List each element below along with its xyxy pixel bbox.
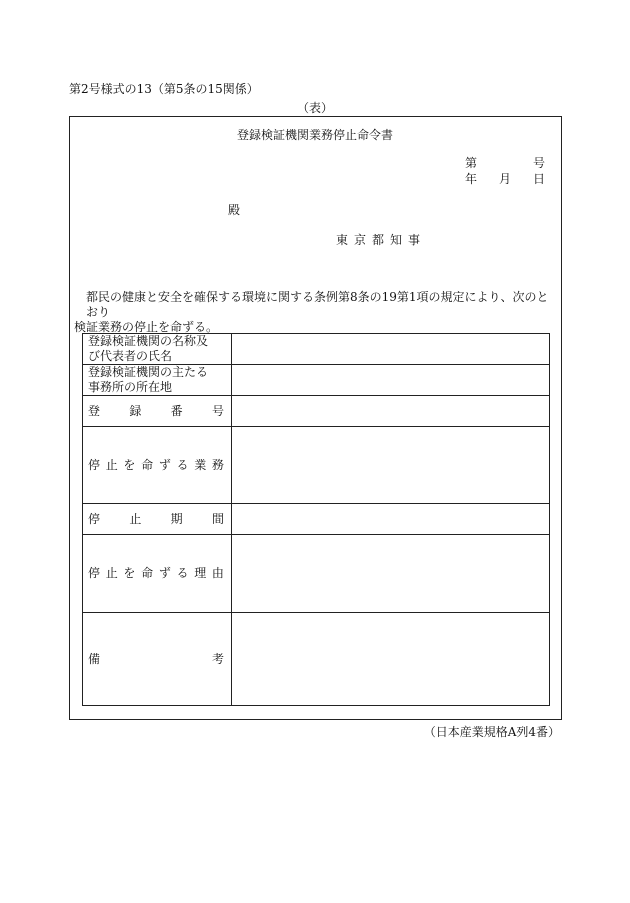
label-char: 命 — [141, 566, 154, 580]
label-char: 止 — [105, 566, 118, 580]
label-char: 考 — [211, 651, 224, 666]
label-registration-number — [83, 396, 232, 427]
side-label: （表） — [296, 101, 333, 115]
value-suspension-reason[interactable] — [232, 535, 550, 613]
value-office-address[interactable] — [232, 365, 550, 396]
table-row — [83, 396, 550, 427]
value-remarks[interactable] — [232, 613, 550, 706]
number-prefix: 第 — [465, 156, 478, 170]
date-year: 年 — [465, 172, 478, 186]
label-char: 間 — [211, 511, 224, 526]
label-char: を — [123, 566, 136, 580]
issue-date — [465, 170, 545, 187]
label-char: る — [176, 457, 189, 472]
label-char: 号 — [211, 403, 224, 418]
label-char: を — [123, 457, 136, 472]
label-suspension-reason — [83, 535, 232, 613]
table-row — [83, 427, 550, 504]
table-row — [83, 504, 550, 535]
label-char: ず — [158, 566, 171, 580]
label-suspension-period — [83, 504, 232, 535]
label-char: 務 — [211, 457, 224, 472]
paper-size-note: （日本産業規格A列4番） — [423, 725, 560, 739]
spread-label — [88, 458, 226, 473]
label-char: 業 — [194, 457, 207, 472]
label-char: 停 — [88, 511, 101, 526]
label-char: 停 — [88, 457, 101, 472]
order-body — [74, 290, 556, 335]
label-char: 止 — [105, 457, 118, 472]
number-suffix: 号 — [532, 156, 545, 170]
label-office-address — [83, 365, 232, 396]
label-char: ず — [158, 457, 171, 472]
label-char: 命 — [141, 457, 154, 472]
date-day: 日 — [532, 172, 545, 186]
label-char: 理 — [194, 566, 207, 580]
value-suspension-period[interactable] — [232, 504, 550, 535]
order-body-line1: 都民の健康と安全を確保する環境に関する条例第8条の19第1項の規定により、次のとおり — [86, 290, 549, 319]
label-char: 登 — [88, 403, 101, 418]
label-char: 停 — [88, 566, 101, 580]
spread-label — [88, 652, 226, 667]
label-char: 期 — [170, 511, 183, 526]
table-row — [83, 535, 550, 613]
label-char: 由 — [211, 566, 224, 580]
label-char: 録 — [129, 403, 142, 418]
label-remarks — [83, 613, 232, 706]
issuer: 東京都知事 — [336, 233, 427, 247]
label-line: 事務所の所在地 — [88, 380, 173, 394]
label-char: 止 — [129, 511, 142, 526]
label-char: 備 — [88, 651, 101, 666]
label-char: る — [176, 566, 189, 580]
spread-label — [88, 566, 226, 581]
date-month: 月 — [498, 172, 511, 186]
order-details-table — [82, 333, 550, 706]
table-row — [83, 613, 550, 706]
form-identifier: 第2号様式の13（第5条の15関係） — [69, 82, 259, 96]
spread-label — [88, 404, 226, 419]
value-suspended-business[interactable] — [232, 427, 550, 504]
spread-label — [88, 512, 226, 527]
label-suspended-business — [83, 427, 232, 504]
table-row — [83, 334, 550, 365]
document-title: 登録検証機関業務停止命令書 — [236, 128, 393, 142]
label-agency-name — [83, 334, 232, 365]
label-line: 登録検証機関の名称及 — [88, 334, 209, 348]
value-registration-number[interactable] — [232, 396, 550, 427]
document-number — [465, 154, 545, 171]
recipient-honorific: 殿 — [228, 203, 241, 217]
table-row — [83, 365, 550, 396]
label-char: 番 — [170, 403, 183, 418]
value-agency-name[interactable] — [232, 334, 550, 365]
label-line: び代表者の氏名 — [88, 349, 173, 363]
order-body-line2: 検証業務の停止を命ずる。 — [74, 320, 219, 334]
label-line: 登録検証機関の主たる — [88, 365, 209, 379]
